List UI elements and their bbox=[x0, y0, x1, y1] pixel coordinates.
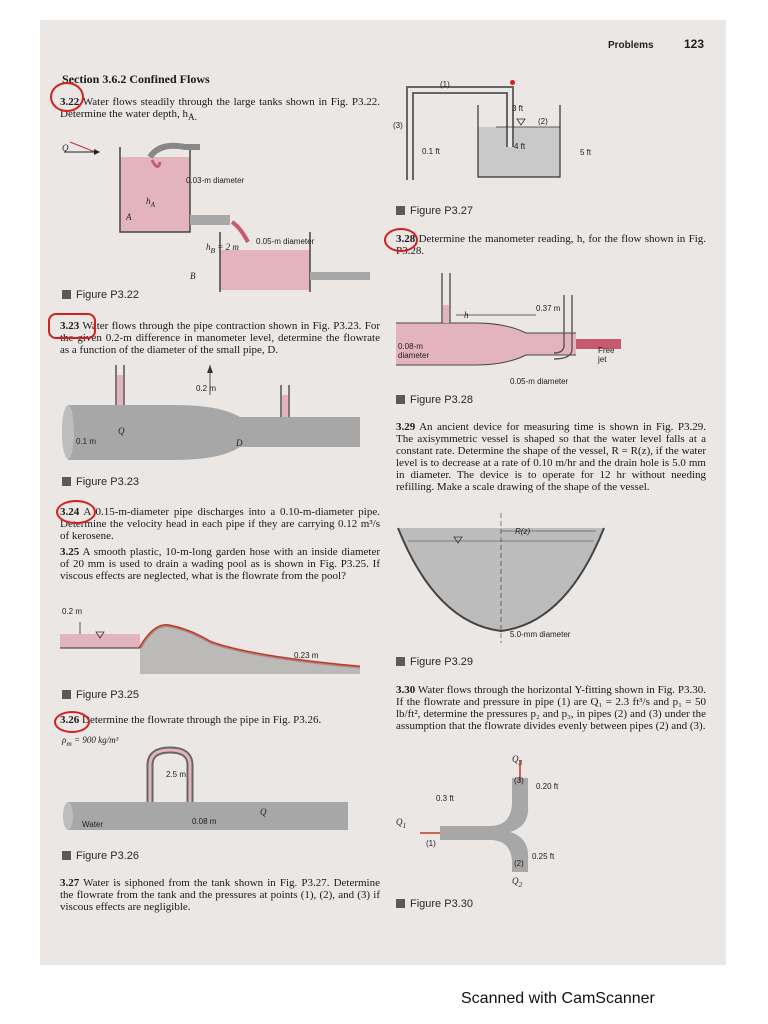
problem-text: A 0.15-m-diameter pipe discharges into a 0.10-m-diameter pipe. Determine the velocity head in each pipe if they are carrying 0.12 m³/s of kerosene. bbox=[60, 506, 380, 542]
fig330-q3-subscript: 3 bbox=[518, 757, 523, 767]
problem-text: Water flows through the horizontal Y-fitting shown in Fig. P3.30. If the flowrate and pressure in pipe (1) are Q₁ = 2.3 ft³/s and p₁ = 50 lb/ft², determine the pressures p₂ and p₃, in pipes (2) and (3) under the assumption that the flowrate divides evenly between pipes (2) and (3). bbox=[396, 684, 707, 732]
problem-text: Determine the flowrate through the pipe in Fig. P3.26. bbox=[82, 714, 322, 726]
fig329-hole-label: 5.0-mm diameter bbox=[510, 630, 571, 639]
annotation-circle-3-26 bbox=[54, 711, 90, 733]
fig327-3ft-label: 3 ft bbox=[512, 104, 524, 113]
fig328-big-dia-label bbox=[398, 342, 438, 360]
fig326-water-label: Water bbox=[82, 820, 104, 829]
caption-square-icon bbox=[62, 477, 71, 486]
section-heading-text: Section 3.6.2 Confined Flows bbox=[62, 72, 210, 86]
figure-p3-26-caption bbox=[62, 850, 139, 862]
fig326-rho-label bbox=[62, 735, 118, 748]
figure-p3-28-drawing bbox=[396, 265, 696, 380]
fig330-d30-label: 0.3 ft bbox=[436, 794, 454, 803]
fig330-q1-symbol: Q bbox=[396, 817, 403, 827]
problem-number: 3.23 bbox=[60, 320, 80, 332]
fig328-big-dia-text: 0.08-m diameter bbox=[398, 342, 430, 360]
fig330-p2-label: (2) bbox=[514, 859, 524, 868]
problem-3-25 bbox=[60, 546, 380, 582]
fig330-p3-label: (3) bbox=[514, 776, 524, 785]
page-number: 123 bbox=[684, 37, 705, 51]
problem-number: 3.25 bbox=[60, 546, 80, 558]
caption-text: Figure P3.23 bbox=[76, 476, 139, 488]
fig323-dh-label: 0.2 m bbox=[196, 384, 217, 393]
fig322-ha-subscript: A bbox=[150, 199, 156, 209]
problem-number: 3.28 bbox=[396, 233, 416, 245]
fig326-height-label: 2.5 m bbox=[166, 770, 187, 779]
fig326-rho-subscript: m bbox=[66, 738, 72, 748]
figure-p3-27-drawing bbox=[400, 85, 570, 195]
fig325-bottom-label: 0.23 m bbox=[294, 651, 319, 660]
fig328-jet-label bbox=[598, 346, 622, 364]
fig322-b-label: B bbox=[190, 271, 196, 281]
fig327-point2-label: (2) bbox=[538, 117, 548, 126]
problem-text: Determine the manometer reading, h, for the flow shown in Fig. P3.28. bbox=[396, 233, 707, 257]
fig322-hb-label bbox=[206, 242, 239, 255]
fig330-p1-label: (1) bbox=[426, 839, 436, 848]
problem-number: 3.26 bbox=[60, 714, 80, 726]
annotation-dot bbox=[510, 80, 515, 85]
problem-text: Water is siphoned from the tank shown in Fig. P3.27. Determine the flowrate from the tank and the pressures at points (1), (2), and (3) if viscous effects are negligible. bbox=[60, 877, 380, 913]
caption-square-icon bbox=[396, 657, 405, 666]
problem-3-23 bbox=[60, 320, 380, 356]
fig330-q1-label bbox=[396, 817, 406, 830]
fig326-q-label: Q bbox=[260, 807, 267, 817]
caption-text: Figure P3.26 bbox=[76, 850, 139, 862]
fig326-rho-value: = 900 kg/m³ bbox=[74, 735, 119, 745]
figure-p3-25-caption bbox=[62, 689, 139, 701]
fig330-d25-label: 0.25 ft bbox=[532, 852, 555, 861]
fig322-ha-label bbox=[146, 196, 155, 209]
fig328-jet-text: Free jet bbox=[598, 346, 615, 364]
figure-p3-23-drawing bbox=[60, 365, 380, 475]
problem-number: 3.22 bbox=[60, 96, 80, 108]
fig328-small-dia-label: 0.05-m diameter bbox=[510, 377, 569, 386]
caption-text: Figure P3.28 bbox=[410, 394, 473, 406]
fig322-q-label: Q bbox=[62, 143, 69, 153]
fig330-q2-label bbox=[512, 876, 522, 889]
figure-p3-28-caption bbox=[396, 394, 473, 406]
fig330-q2-symbol: Q bbox=[512, 876, 519, 886]
caption-square-icon bbox=[396, 899, 405, 908]
caption-text: Figure P3.22 bbox=[76, 289, 139, 301]
fig327-point1-label: (1) bbox=[440, 80, 450, 89]
caption-square-icon bbox=[396, 206, 405, 215]
fig322-hb-value: = 2 m bbox=[217, 242, 239, 252]
fig328-h-label: h bbox=[464, 310, 469, 320]
fig329-r-label: R(z) bbox=[515, 527, 531, 536]
fig322-small-dia-label: 0.03-m diameter bbox=[186, 176, 245, 185]
problem-text: Water flows steadily through the large tanks shown in Fig. P3.22. Determine the water depth, h bbox=[60, 96, 380, 120]
caption-text: Figure P3.25 bbox=[76, 689, 139, 701]
caption-text: Figure P3.30 bbox=[410, 898, 473, 910]
problem-3-28 bbox=[396, 233, 706, 257]
problem-number: 3.27 bbox=[60, 877, 80, 889]
problem-number: 3.24 bbox=[60, 506, 80, 518]
fig326-dia-label: 0.08 m bbox=[192, 817, 217, 826]
problem-text-subscript: A. bbox=[187, 112, 197, 123]
caption-square-icon bbox=[396, 395, 405, 404]
caption-text: Figure P3.29 bbox=[410, 656, 473, 668]
running-header: Problems bbox=[608, 40, 654, 51]
fig326-rho-symbol: ρ bbox=[62, 735, 67, 745]
annotation-circle-3-22 bbox=[50, 82, 84, 112]
fig322-hb-symbol: h bbox=[206, 242, 211, 252]
problem-text: A smooth plastic, 10-m-long garden hose with an inside diameter of 20 mm is used to drain a wading pool as is shown in Fig. P3.25. If viscous effects are neglected, what is the flowrate from the pool? bbox=[60, 546, 380, 582]
fig330-q3-symbol: Q bbox=[512, 754, 519, 764]
scanner-watermark: Scanned with CamScanner bbox=[461, 990, 655, 1007]
caption-text: Figure P3.27 bbox=[410, 205, 473, 217]
problem-3-27 bbox=[60, 877, 380, 913]
annotation-circle-3-24 bbox=[56, 500, 96, 524]
figure-p3-22-drawing bbox=[60, 132, 390, 282]
fig327-point3-label: (3) bbox=[393, 121, 403, 130]
fig322-a-label: A bbox=[126, 212, 132, 222]
annotation-circle-3-28 bbox=[384, 228, 418, 252]
fig330-q3-label bbox=[512, 754, 522, 767]
problem-number: 3.30 bbox=[396, 684, 416, 696]
fig322-ha-symbol: h bbox=[146, 196, 151, 206]
problem-3-24 bbox=[60, 506, 380, 542]
fig325-top-label: 0.2 m bbox=[62, 607, 83, 616]
figure-p3-30-drawing bbox=[420, 757, 560, 880]
problem-3-22 bbox=[60, 96, 380, 123]
problem-number: 3.29 bbox=[396, 421, 416, 433]
figure-p3-23-caption bbox=[62, 476, 139, 488]
problem-text: Water flows through the pipe contraction shown in Fig. P3.23. For the given 0.2-m difference in manometer level, determine the flowrate as a function of the diameter of the small pipe, D. bbox=[60, 320, 380, 356]
fig330-q1-subscript: 1 bbox=[402, 820, 407, 830]
fig322-hb-subscript: B bbox=[210, 245, 216, 255]
problem-3-30 bbox=[396, 684, 706, 732]
fig327-dia-label: 0.1 ft bbox=[422, 147, 440, 156]
fig322-large-dia-label: 0.05-m diameter bbox=[256, 237, 315, 246]
fig328-top-label: 0.37 m bbox=[536, 304, 561, 313]
fig330-q2-subscript: 2 bbox=[518, 879, 523, 889]
annotation-circle-3-23 bbox=[48, 313, 96, 339]
textbook-page bbox=[40, 20, 726, 965]
caption-square-icon bbox=[62, 851, 71, 860]
problem-3-26 bbox=[60, 714, 380, 726]
problem-3-29 bbox=[396, 421, 706, 493]
fig323-d-label: D bbox=[236, 438, 243, 448]
problem-text: An ancient device for measuring time is shown in Fig. P3.29. The axisymmetric vessel is shaped so that the water level falls at a constant rate. Determine the shape of the vessel, R = R(z), if the water level is to decrease at a rate of 0.10 m/hr and the drain hole is 5.0 mm in diameter. The device is to operate for 12 hr without needing refilling. Make a scale drawing of the shape of the vessel. bbox=[396, 421, 706, 493]
section-heading bbox=[62, 73, 362, 85]
figure-p3-25-drawing bbox=[60, 612, 380, 682]
fig323-dia-label: 0.1 m bbox=[76, 437, 97, 446]
figure-p3-27-caption bbox=[396, 205, 473, 217]
figure-p3-30-caption bbox=[396, 898, 473, 910]
fig327-5ft-label: 5 ft bbox=[580, 148, 592, 157]
caption-square-icon bbox=[62, 690, 71, 699]
fig327-4ft-label: 4 ft bbox=[514, 142, 526, 151]
figure-p3-22-caption bbox=[62, 289, 139, 301]
caption-square-icon bbox=[62, 290, 71, 299]
fig330-d20-label: 0.20 ft bbox=[536, 782, 559, 791]
figure-p3-29-caption bbox=[396, 656, 473, 668]
fig323-q-label: Q bbox=[118, 426, 125, 436]
